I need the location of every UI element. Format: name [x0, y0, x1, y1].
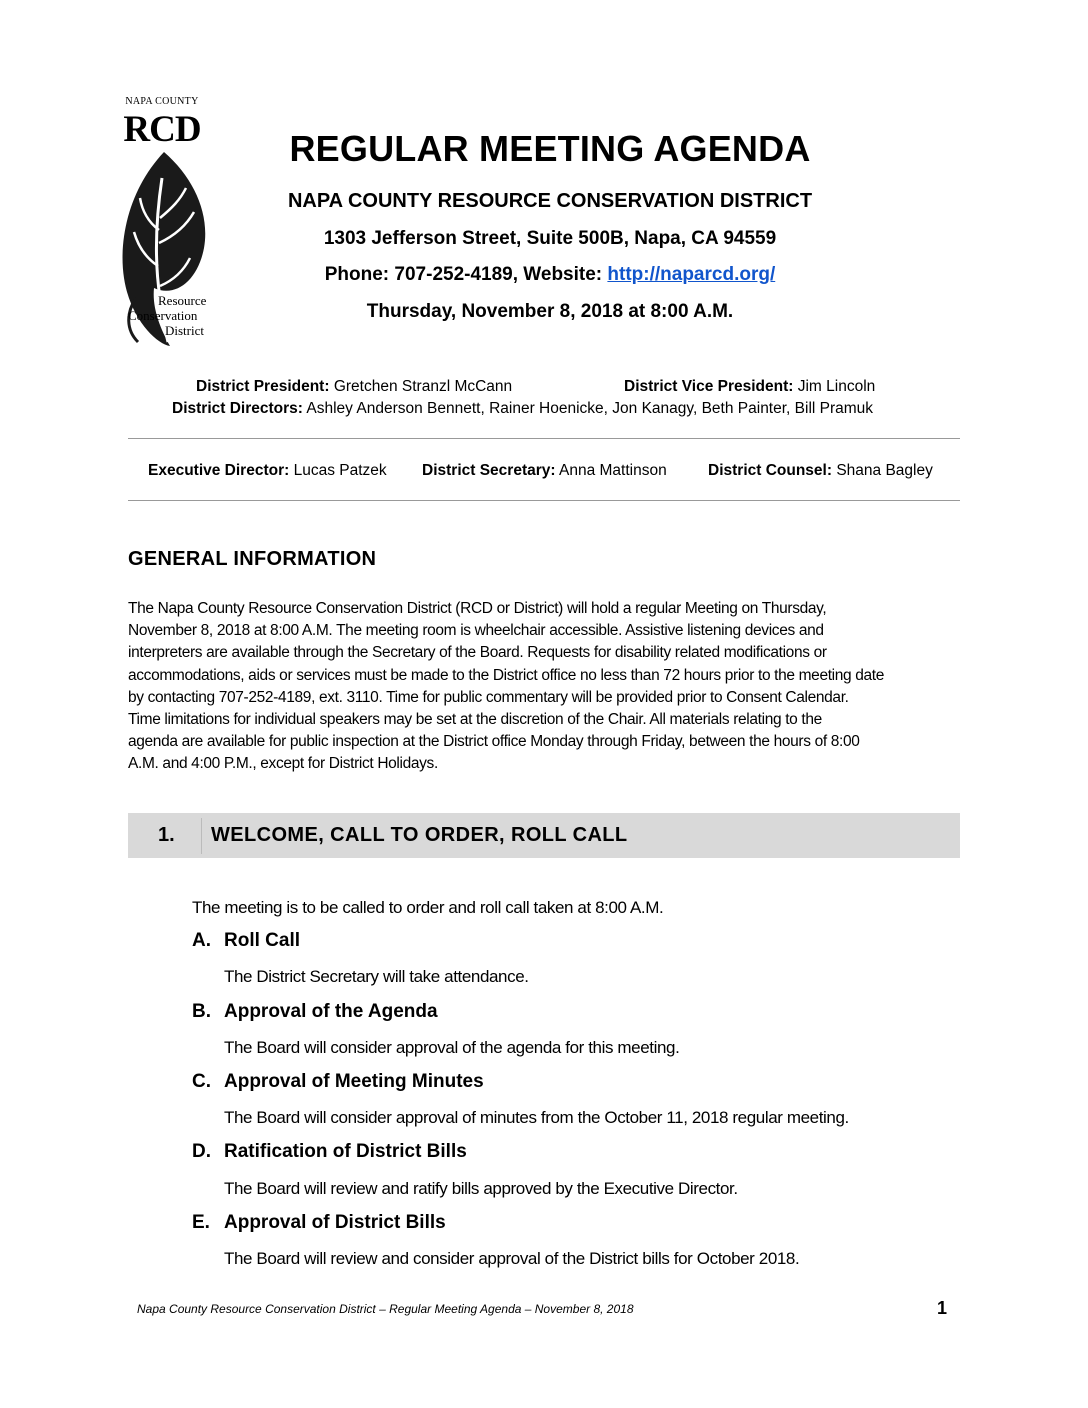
directors-line: [172, 400, 873, 418]
logo-county-text: NAPA COUNTY: [125, 96, 199, 107]
counsel-line: [708, 462, 933, 480]
agenda-item-b: [192, 1001, 438, 1023]
secretary-line: [422, 462, 667, 480]
item-title: Approval of the Agenda: [224, 1001, 438, 1022]
section-1-number: 1.: [158, 824, 175, 846]
paragraph-line: November 8, 2018 at 8:00 A.M. The meeting room is wheelchair accessible. Assistive listening devices and: [128, 622, 824, 640]
page-footer: Napa County Resource Conservation District – Regular Meeting Agenda – November 8, 2018: [137, 1302, 634, 1316]
paragraph-line: The Napa County Resource Conservation District (RCD or District) will hold a regular Meeting on Thursday,: [128, 600, 827, 617]
item-letter: D.: [192, 1141, 211, 1162]
item-title: Ratification of District Bills: [224, 1141, 467, 1162]
agenda-item-e: [192, 1212, 446, 1234]
section-1-intro: The meeting is to be called to order and roll call taken at 8:00 A.M.: [192, 898, 664, 917]
logo-word-resource: Resource: [158, 293, 207, 308]
item-description: The Board will consider approval of the agenda for this meeting.: [224, 1038, 680, 1057]
exec-director-label: Executive Director:: [148, 462, 290, 479]
item-title: Approval of District Bills: [224, 1212, 446, 1233]
divider: [128, 500, 960, 501]
logo-word-district: District: [165, 323, 204, 338]
directors-names: Ashley Anderson Bennett, Rainer Hoenicke, Jon Kanagy, Beth Painter, Bill Pramuk: [306, 400, 874, 417]
vice-president-line: [624, 378, 875, 396]
org-name: NAPA COUNTY RESOURCE CONSERVATION DISTRICT: [287, 190, 813, 212]
general-info-paragraph: [128, 598, 968, 776]
section-bar-divider: [201, 818, 202, 854]
paragraph-line: agenda are available for public inspection at the District office Monday through Friday, between the hours of 8:00: [128, 733, 860, 751]
item-letter: A.: [192, 930, 211, 951]
vice-president-name: Jim Lincoln: [797, 378, 876, 395]
paragraph-line: Time limitations for individual speakers may be set at the discretion of the Chair. All materials relating to the: [128, 711, 822, 729]
paragraph-line: by contacting 707-252-4189, ext. 3110. Time for public commentary will be provided prior to Consent Calendar.: [128, 688, 849, 706]
item-description: The Board will review and consider approval of the District bills for October 2018.: [224, 1249, 800, 1268]
org-address: 1303 Jefferson Street, Suite 500B, Napa, CA 94559: [323, 228, 777, 249]
rcd-logo: [112, 96, 222, 346]
paragraph-line: A.M. and 4:00 P.M., except for District Holidays.: [128, 755, 438, 773]
general-info-heading: GENERAL INFORMATION: [128, 548, 377, 570]
agenda-item-a: [192, 930, 300, 952]
org-contact: [230, 264, 870, 286]
exec-director-line: [148, 462, 387, 480]
directors-label: District Directors:: [172, 400, 303, 417]
item-letter: E.: [192, 1212, 210, 1233]
logo-word-conservation: Conservation: [128, 308, 198, 323]
president-name: Gretchen Stranzl McCann: [333, 378, 513, 395]
page-number: 1: [937, 1298, 948, 1318]
secretary-label: District Secretary:: [422, 462, 556, 479]
president-line: [196, 378, 512, 396]
agenda-item-c: [192, 1071, 484, 1093]
item-title: Roll Call: [224, 930, 301, 951]
section-1-title: WELCOME, CALL TO ORDER, ROLL CALL: [211, 824, 628, 846]
paragraph-line: interpreters are available through the Secretary of the Board. Requests for disability related modifications or: [128, 644, 827, 662]
item-title: Approval of Meeting Minutes: [224, 1071, 484, 1092]
paragraph-line: accommodations, aids or services must be made to the District office no less than 72 hours prior to the meeting date: [128, 666, 885, 684]
divider: [128, 438, 960, 439]
item-description: The District Secretary will take attendance.: [224, 967, 529, 986]
item-description: The Board will consider approval of minutes from the October 11, 2018 regular meeting.: [224, 1108, 849, 1127]
item-description: The Board will review and ratify bills approved by the Executive Director.: [224, 1179, 738, 1198]
agenda-item-d: [192, 1141, 467, 1163]
logo-rcd-text: RCD: [123, 109, 201, 150]
exec-director-name: Lucas Patzek: [293, 462, 387, 479]
item-letter: C.: [192, 1071, 211, 1092]
phone-label: Phone: 707-252-4189, Website:: [324, 264, 608, 285]
counsel-name: Shana Bagley: [836, 462, 933, 479]
meeting-date: Thursday, November 8, 2018 at 8:00 A.M.: [366, 301, 734, 322]
counsel-label: District Counsel:: [708, 462, 833, 479]
website-link[interactable]: http://naparcd.org/: [607, 264, 776, 285]
page-title: REGULAR MEETING AGENDA: [289, 128, 811, 169]
president-label: District President:: [196, 378, 330, 395]
vice-president-label: District Vice President:: [624, 378, 794, 395]
secretary-name: Anna Mattinson: [559, 462, 667, 479]
item-letter: B.: [192, 1001, 211, 1022]
